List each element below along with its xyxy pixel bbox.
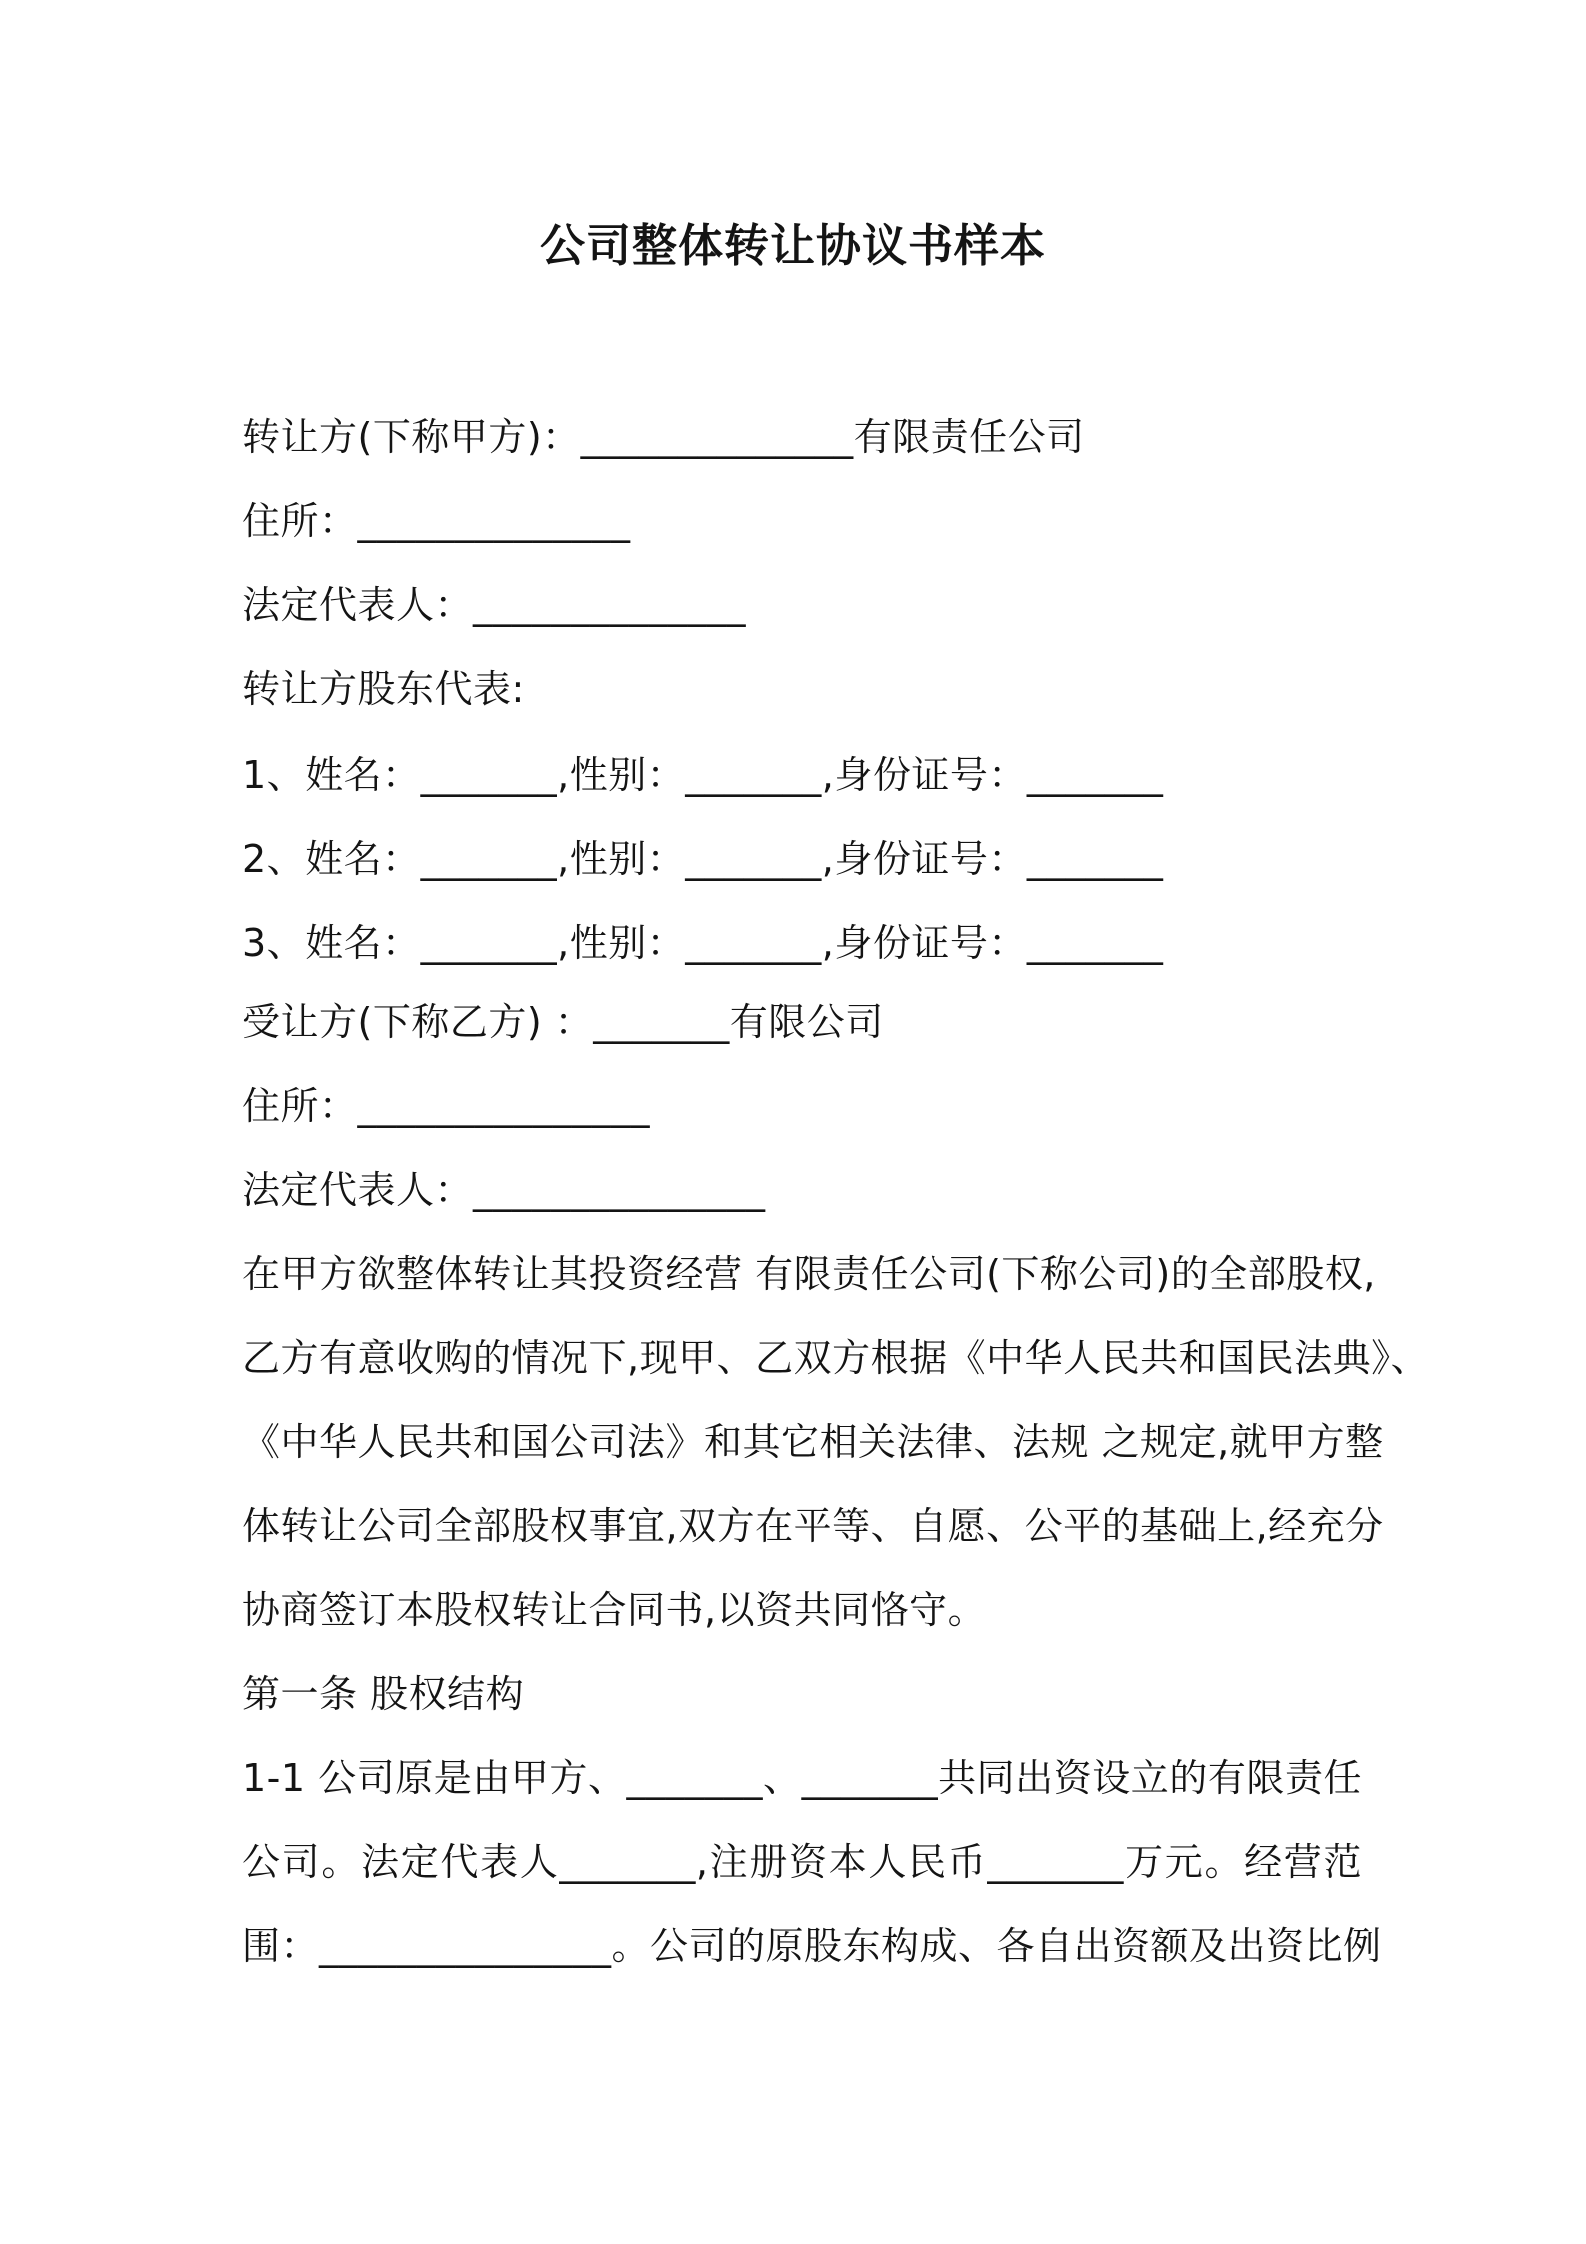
preamble-line: 《中华人民共和国公司法》和其它相关法律、法规 之规定,就甲方整 — [242, 1420, 1384, 1464]
shareholder-line-2: 2、姓名：_______,性别：_______,身份证号：_______ — [242, 837, 1164, 881]
transferor-shareholders-heading: 转让方股东代表: — [242, 667, 525, 711]
transferor-legal-rep-line: 法定代表人：______________ — [242, 583, 747, 627]
article-1-heading: 第一条 股权结构 — [242, 1672, 525, 1716]
transferee-address-line: 住所：_______________ — [242, 1084, 651, 1128]
preamble-line: 协商签订本股权转让合同书,以资共同恪守。 — [242, 1588, 987, 1632]
shareholder-line-1: 1、姓名：_______,性别：_______,身份证号：_______ — [242, 753, 1164, 797]
clause-line: 1-1 公司原是由甲方、_______、_______共同出资设立的有限责任 — [242, 1756, 1362, 1800]
transferor-address-line: 住所：______________ — [242, 499, 631, 543]
transferor-name-line: 转让方(下称甲方)：______________有限责任公司 — [242, 415, 1085, 459]
document-title: 公司整体转让协议书样本 — [539, 219, 1046, 272]
transferee-legal-rep-line: 法定代表人：_______________ — [242, 1168, 766, 1212]
clause-1-1-paragraph — [242, 1753, 1382, 2005]
preamble-line: 在甲方欲整体转让其投资经营 有限责任公司(下称公司)的全部股权, — [242, 1252, 1376, 1296]
shareholder-line-3: 3、姓名：_______,性别：_______,身份证号：_______ — [242, 921, 1164, 965]
preamble-paragraph — [242, 1249, 1430, 1669]
clause-line: 公司。法定代表人_______,注册资本人民币_______万元。经营范 — [242, 1840, 1362, 1884]
clause-line: 围：_______________。公司的原股东构成、各自出资额及出资比例 — [242, 1924, 1382, 1968]
transferee-name-line: 受让方(下称乙方) ：_______有限公司 — [242, 1000, 884, 1044]
preamble-line: 乙方有意收购的情况下,现甲、乙双方根据《中华人民共和国民法典》、 — [242, 1336, 1430, 1380]
preamble-line: 体转让公司全部股权事宜,双方在平等、自愿、公平的基础上,经充分 — [242, 1504, 1384, 1548]
